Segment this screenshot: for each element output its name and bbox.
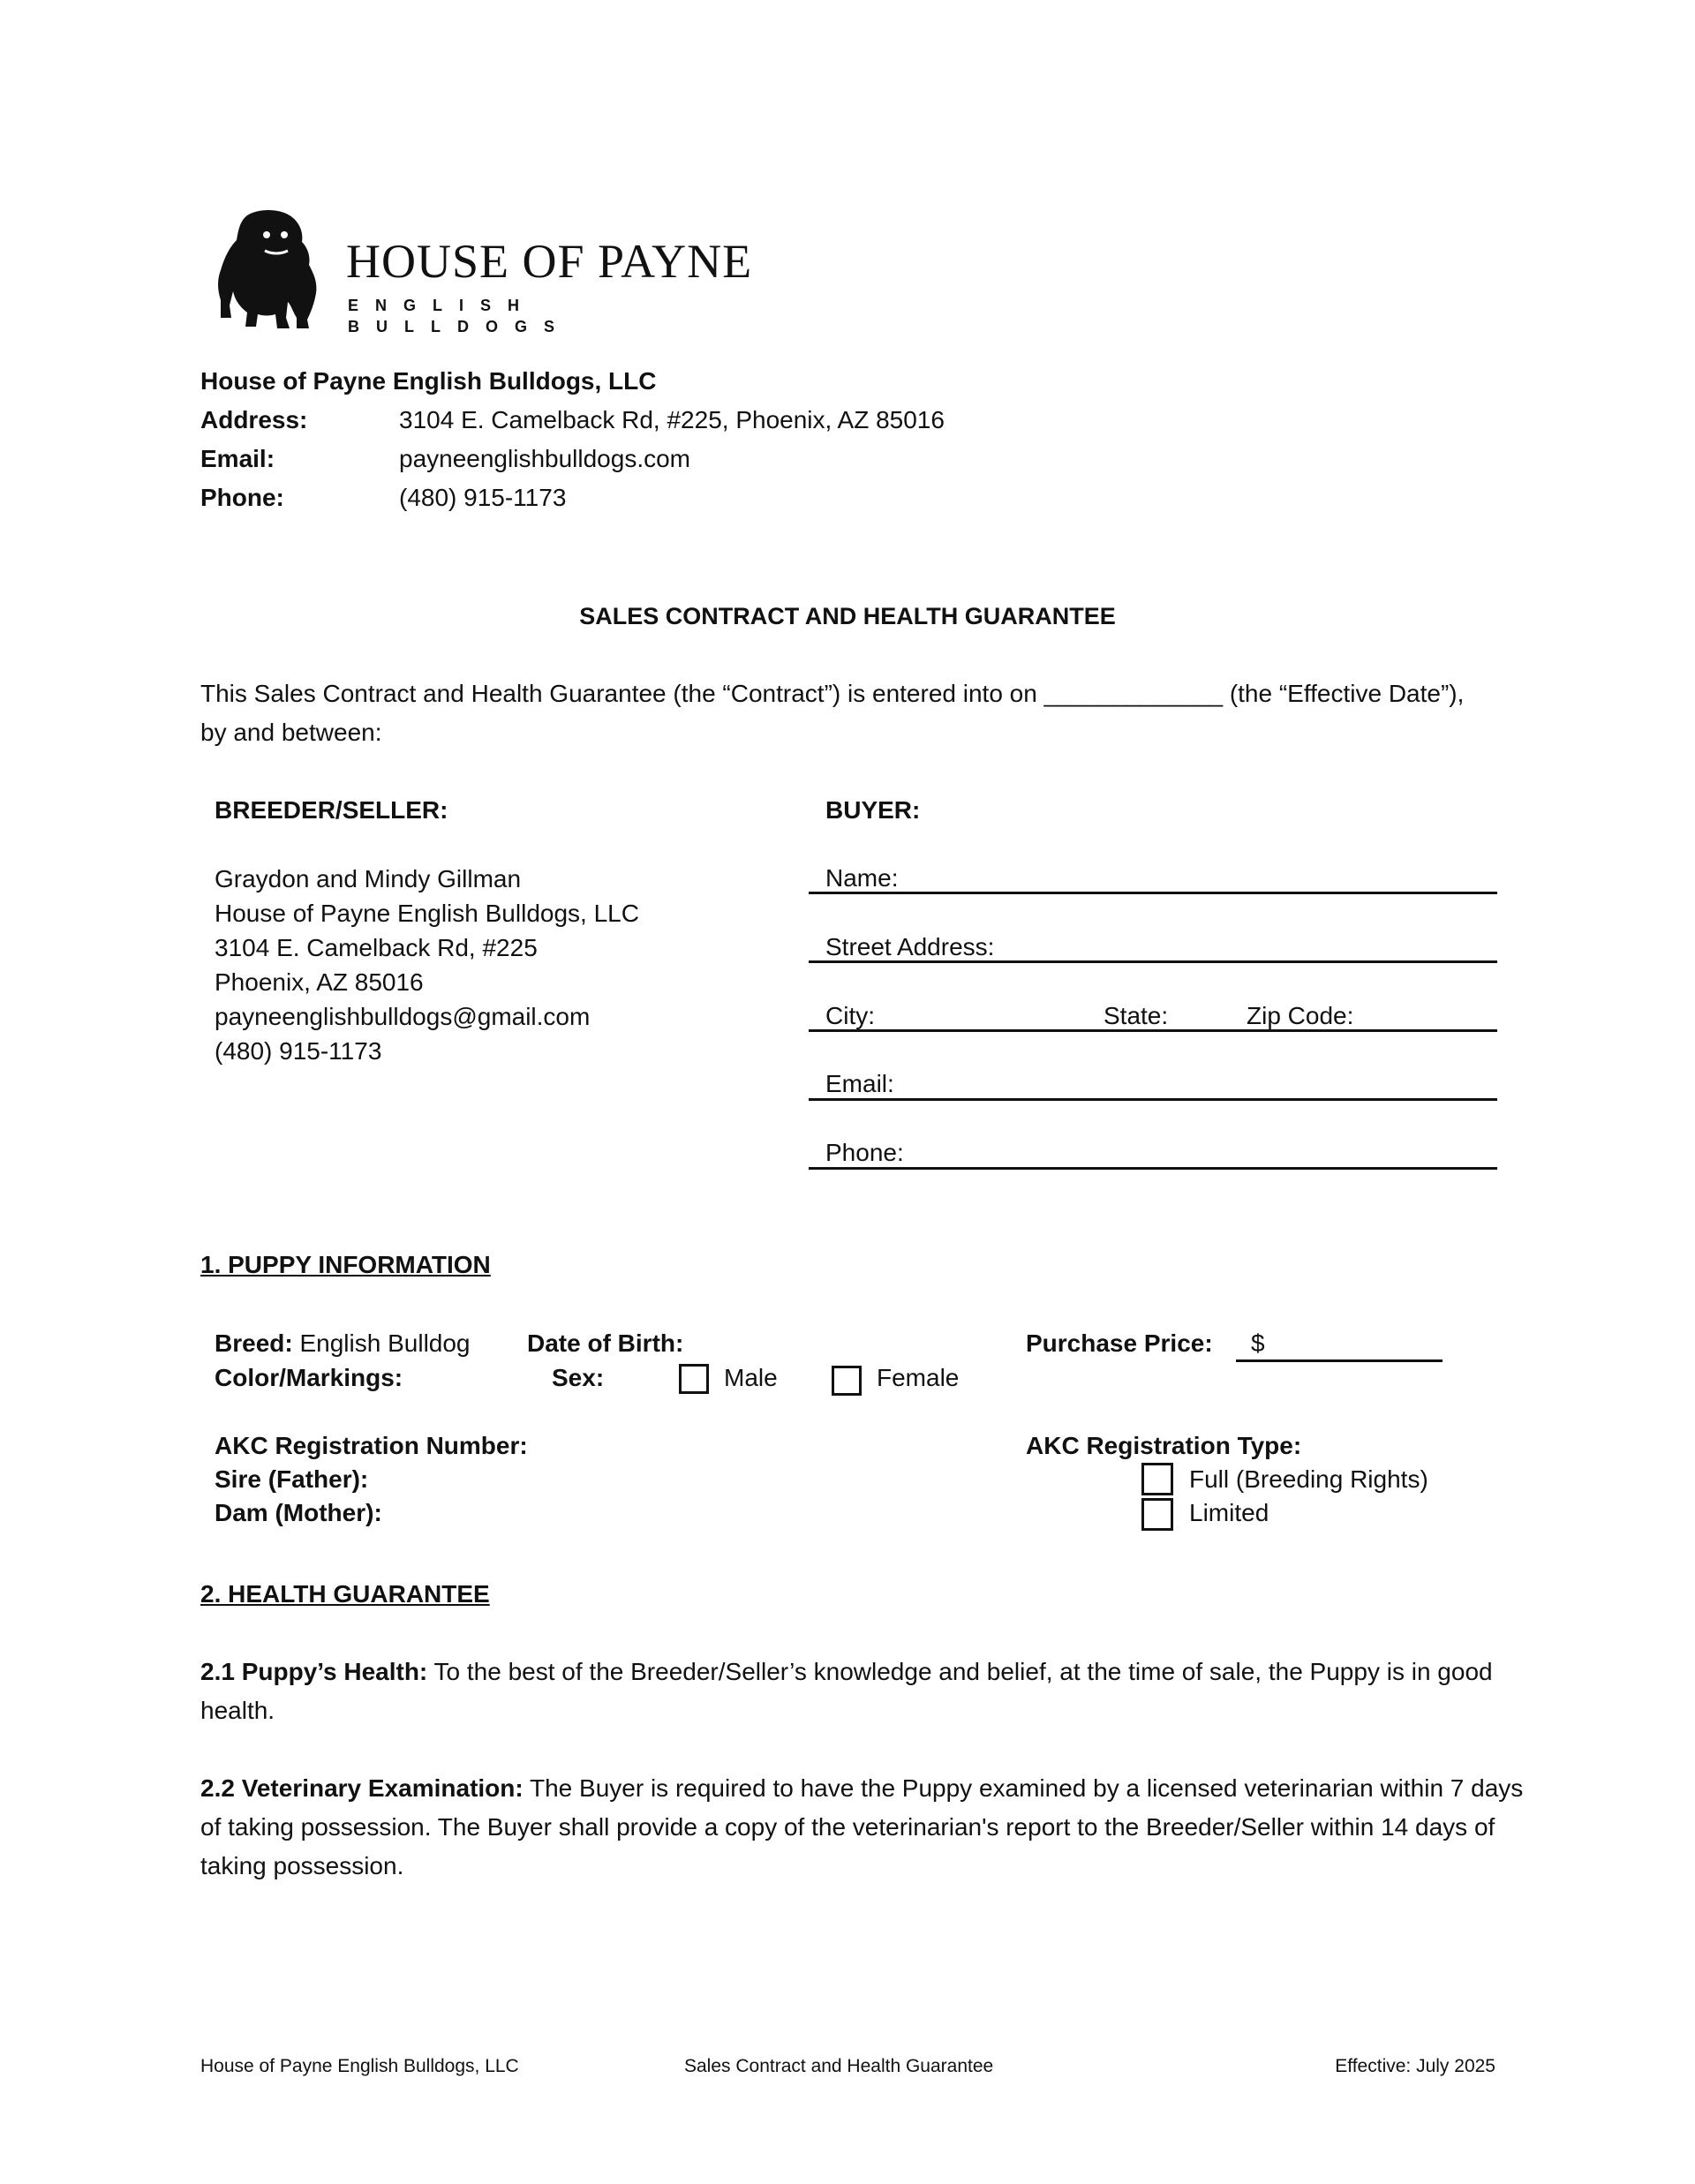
phone-label: Phone: [200, 484, 284, 511]
phone-value: (480) 915-1173 [399, 484, 567, 511]
full-registration-checkbox[interactable] [1141, 1463, 1173, 1495]
buyer-heading: BUYER: [825, 796, 921, 824]
intro-line-2: by and between: [200, 719, 382, 746]
buyer-street-field[interactable] [809, 960, 1497, 963]
akc-number-label: AKC Registration Number: [215, 1432, 528, 1459]
male-label: Male [724, 1364, 778, 1391]
female-checkbox[interactable] [832, 1366, 862, 1396]
sire-label: Sire (Father): [215, 1465, 369, 1493]
intro-line-1: This Sales Contract and Health Guarantee (the “Contract”) is entered into on _____________ (the “Effective Date”), [200, 680, 1465, 707]
clause-2-2-line-1 [200, 1771, 1523, 1806]
seller-line: House of Payne English Bulldogs, LLC [215, 900, 639, 927]
footer-right: Effective: July 2025 [1335, 2056, 1495, 2076]
breed-row [215, 1326, 471, 1361]
footer-center: Sales Contract and Health Guarantee [684, 2056, 994, 2076]
dob-label: Date of Birth: [527, 1329, 684, 1357]
buyer-phone-field[interactable] [809, 1167, 1497, 1170]
address-label: Address: [200, 406, 308, 433]
akc-type-label: AKC Registration Type: [1026, 1432, 1302, 1459]
breed-label: Breed: [215, 1329, 293, 1357]
brand-tagline: ENGLISH BULLDOGS [348, 297, 571, 335]
clause-2-2-text: The Buyer is required to have the Puppy examined by a licensed veterinarian within 7 days [530, 1774, 1524, 1802]
clause-2-1-line-2: health. [200, 1697, 275, 1724]
full-registration-label: Full (Breeding Rights) [1189, 1465, 1428, 1493]
page-title: SALES CONTRACT AND HEALTH GUARANTEE [579, 603, 1116, 629]
price-currency: $ [1251, 1329, 1265, 1357]
male-checkbox[interactable] [679, 1364, 709, 1394]
color-label: Color/Markings: [215, 1364, 403, 1391]
footer-left: House of Payne English Bulldogs, LLC [200, 2056, 519, 2076]
seller-line: payneenglishbulldogs@gmail.com [215, 1003, 591, 1030]
logo [212, 208, 759, 335]
buyer-city-state-zip-field[interactable] [809, 1029, 1497, 1032]
bulldog-icon [212, 208, 327, 332]
seller-line: (480) 915-1173 [215, 1037, 382, 1065]
dam-label: Dam (Mother): [215, 1499, 382, 1526]
buyer-city-label: City: [825, 1002, 875, 1029]
seller-line: Graydon and Mindy Gillman [215, 865, 522, 892]
email-label: Email: [200, 445, 275, 472]
clause-2-2-line-2: of taking possession. The Buyer shall provide a copy of the veterinarian's report to the Breeder/Seller within 14 days of [200, 1813, 1495, 1841]
clause-2-2-label: 2.2 Veterinary Examination: [200, 1774, 524, 1802]
buyer-email-label: Email: [825, 1070, 894, 1097]
address-value: 3104 E. Camelback Rd, #225, Phoenix, AZ 85016 [399, 406, 945, 433]
limited-registration-checkbox[interactable] [1141, 1498, 1173, 1531]
brand-name: HOUSE OF PAYNE [346, 235, 753, 288]
seller-line: 3104 E. Camelback Rd, #225 [215, 934, 538, 961]
female-label: Female [877, 1364, 960, 1391]
buyer-zip-label: Zip Code: [1247, 1002, 1354, 1029]
seller-heading: BREEDER/SELLER: [215, 796, 448, 824]
limited-registration-label: Limited [1189, 1499, 1269, 1526]
clause-2-1-text: To the best of the Breeder/Seller’s knowledge and belief, at the time of sale, the Puppy is in good [433, 1658, 1493, 1685]
section-2-heading: 2. HEALTH GUARANTEE [200, 1580, 490, 1608]
buyer-state-label: State: [1104, 1002, 1169, 1029]
breed-value: English Bulldog [299, 1329, 471, 1357]
company-name: House of Payne English Bulldogs, LLC [200, 367, 657, 395]
buyer-street-label: Street Address: [825, 933, 995, 960]
clause-2-2-line-3: taking possession. [200, 1852, 404, 1879]
buyer-name-field[interactable] [809, 892, 1497, 894]
section-1-heading: 1. PUPPY INFORMATION [200, 1251, 491, 1278]
sex-label: Sex: [552, 1364, 605, 1391]
price-field[interactable] [1236, 1359, 1443, 1362]
price-label: Purchase Price: [1026, 1329, 1213, 1357]
clause-2-1-line-1 [200, 1654, 1493, 1690]
buyer-name-label: Name: [825, 864, 899, 892]
clause-2-1-label: 2.1 Puppy’s Health: [200, 1658, 428, 1685]
buyer-phone-label: Phone: [825, 1139, 904, 1166]
seller-line: Phoenix, AZ 85016 [215, 968, 424, 996]
email-value: payneenglishbulldogs.com [399, 445, 690, 472]
buyer-email-field[interactable] [809, 1098, 1497, 1101]
